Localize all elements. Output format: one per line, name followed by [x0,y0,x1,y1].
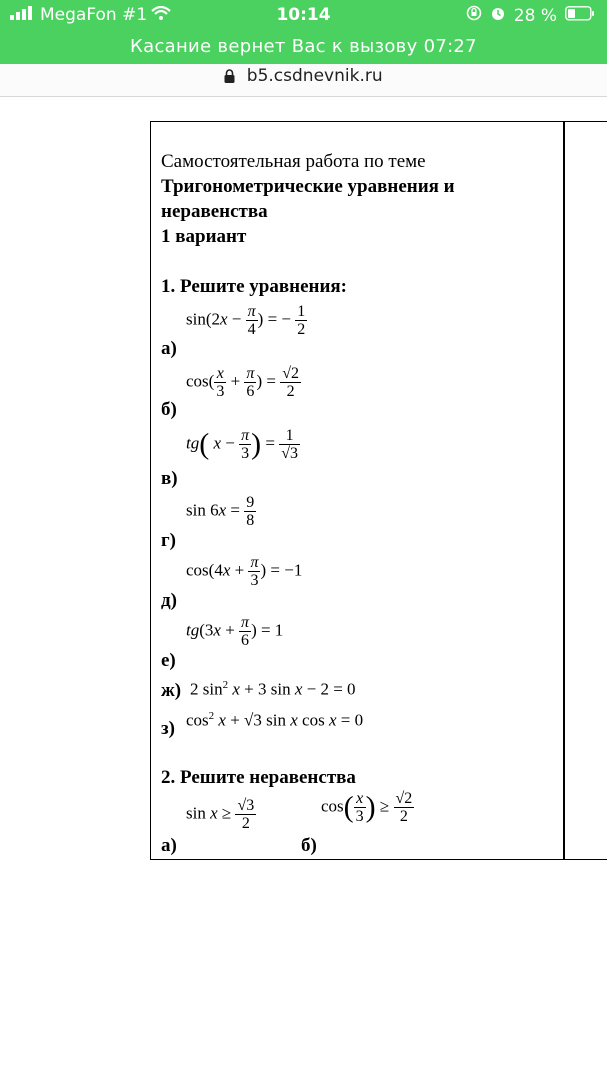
column-divider [563,122,565,859]
worksheet-intro: Самостоятельная работа по теме [161,151,426,172]
equation-g: 2 $\sin^2 x + 3$ sin x − 2 = 0 [190,679,356,699]
worksheet-table [150,121,607,860]
lock-icon [224,66,246,86]
status-bar [0,0,607,64]
equation-label-a: а) [161,338,177,359]
inequality-label-b: б) [301,835,317,856]
task2-heading: 2. Решите неравенства [161,767,356,788]
carrier-name: MegaFon #1 [40,5,148,25]
equation-label-b: б) [161,399,177,420]
equation-label-d: г) [161,530,176,551]
inequality-label-a: а) [161,835,177,856]
equation-label-f: е) [161,650,176,671]
rotation-lock-icon [466,5,482,26]
status-right [466,5,595,26]
equation-label-c: в) [161,468,178,489]
worksheet-title-line1: Тригонометрические уравнения и [161,176,455,197]
url-display[interactable] [0,66,607,86]
equation-f: tg(3x + $\frac{\pi}{6}$ ) = 1 [186,614,284,649]
equation-a: sin(2x − $\frac{\pi}{4}$ ) = − $\frac{1}{2}$ [186,303,306,338]
equation-b: cos( $\frac{x}{3}$ + $\frac{\pi}{6}$ ) = $\frac{√2}{2}$ [186,365,299,400]
task1-heading: 1. Решите уравнения: [161,276,348,297]
equation-label-h: з) [161,718,175,739]
battery-icon [565,6,595,26]
equation-label-g: ж) [161,680,182,701]
address-bar[interactable] [0,64,607,97]
battery-percent: 28 % [513,5,557,26]
status-time: 10:14 [276,5,331,25]
return-to-call-banner[interactable]: Касание вернет Вас к вызову 07:27 [130,36,477,57]
url-text: b5.csdnevnik.ru [246,66,383,86]
inequality-a: sin x ≥ $\frac{√3}{2}$ [186,797,255,832]
alarm-icon [490,5,506,26]
worksheet-title-line2: неравенства [161,201,268,222]
equation-d: sin 6x = $\frac{9}{8}$ [186,494,255,529]
equation-label-e: д) [161,590,177,611]
equation-c: tg( x − $\frac{\pi}{3}$ ) = $\frac{1}{√3}$ [186,427,299,462]
inequality-b: cos( $\frac{x}{3}$ ) ≥ $\frac{√2}{2}$ [321,790,413,825]
equation-e: cos(4x + $\frac{\pi}{3}$ ) = −1 [186,554,303,589]
variant-heading: 1 вариант [161,226,247,247]
equation-h: $\cos^2 x + √3$ sin x cos x = 0 [186,710,364,730]
